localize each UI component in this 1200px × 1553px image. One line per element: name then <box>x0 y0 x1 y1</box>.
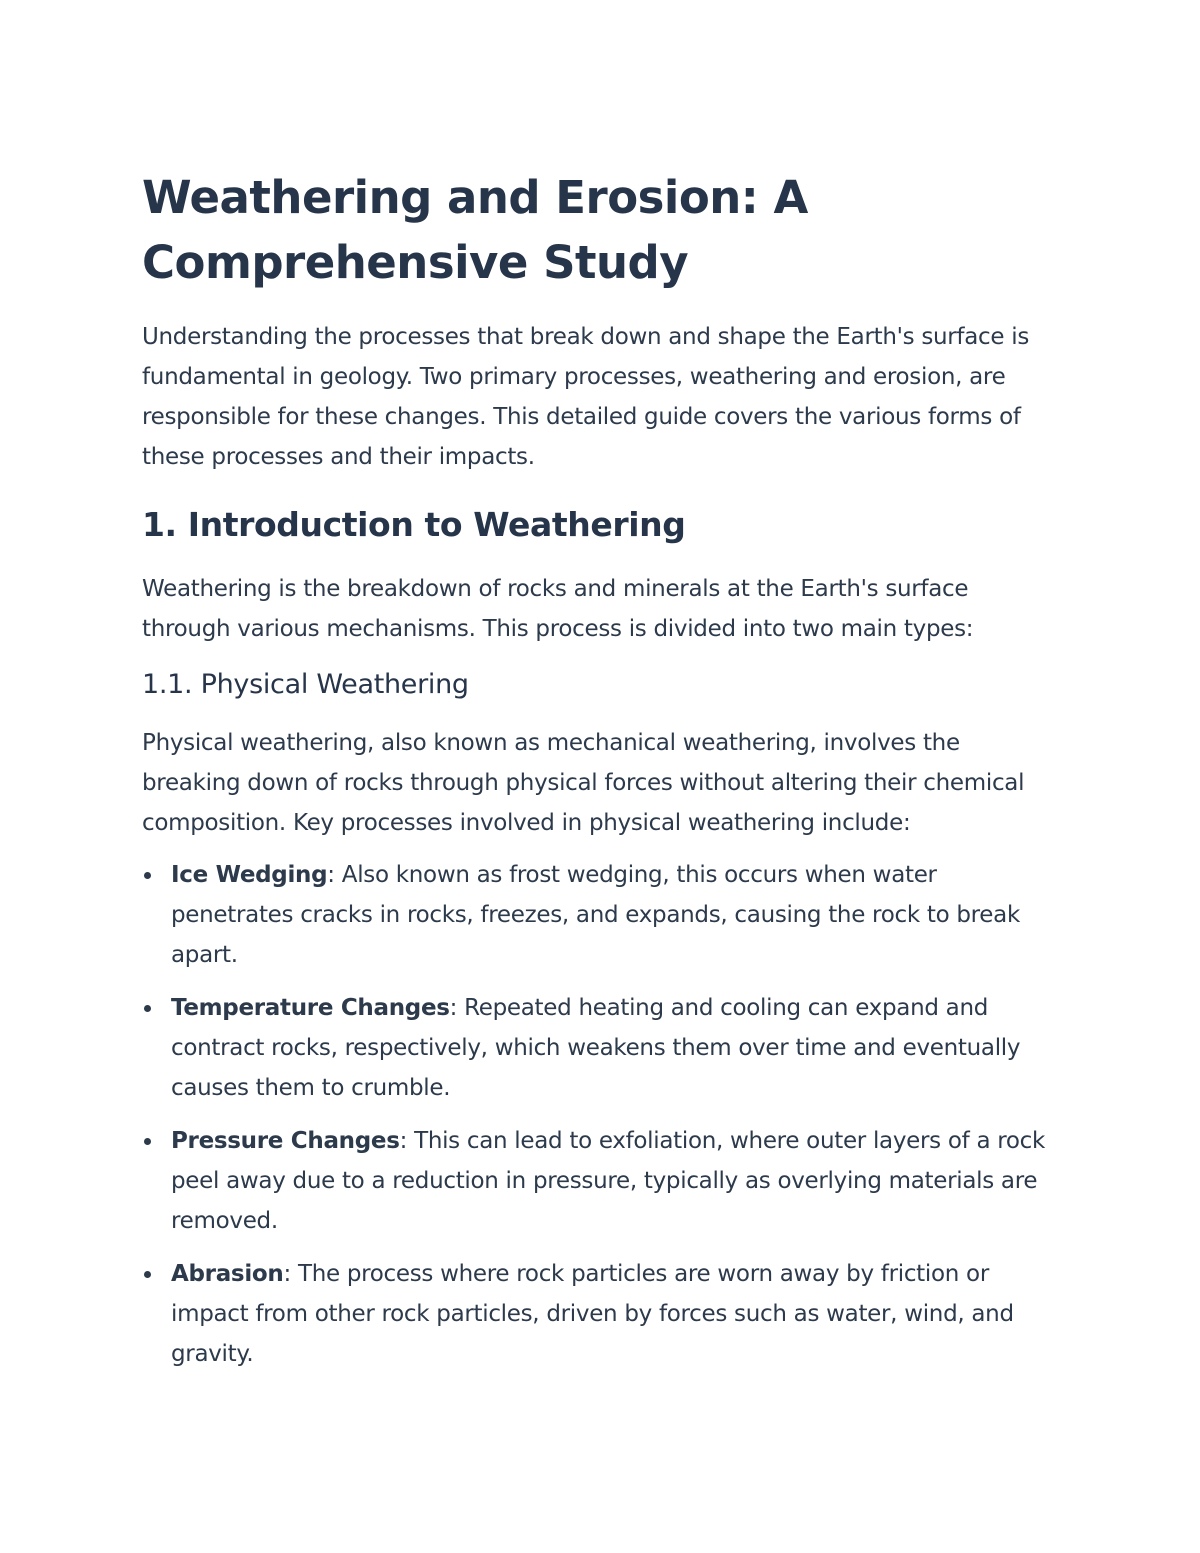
bullet-icon <box>144 1271 151 1278</box>
list-item-term: Ice Wedging <box>171 862 328 888</box>
list-item-ice-wedging <box>142 855 1062 975</box>
list-item-description: : Repeated heating and cooling can expand and contract rocks, respectively, which weakens them over time and eventually causes them to crumble. <box>171 995 1021 1101</box>
list-item-description: : This can lead to exfoliation, where outer layers of a rock peel away due to a reduction in pressure, typically as overlying materials are removed. <box>171 1128 1046 1234</box>
list-item-term: Pressure Changes <box>171 1128 400 1154</box>
list-item-pressure-changes <box>142 1121 1062 1241</box>
physical-weathering-list <box>142 855 1062 1374</box>
subsection-heading-physical-weathering: 1.1. Physical Weathering <box>142 669 469 700</box>
list-item-term: Temperature Changes <box>171 995 450 1021</box>
list-item-description: : The process where rock particles are worn away by friction or impact from other rock particles, driven by forces such as water, wind, and gravity. <box>171 1261 1014 1367</box>
intro-paragraph: Understanding the processes that break down and shape the Earth's surface is fundamental in geology. Two primary processes, weathering and erosion, are responsible for these changes. This detailed guide covers the various forms of these processes and their impacts. <box>142 324 1030 470</box>
document-title: Weathering and Erosion: A Comprehensive Study <box>142 171 808 289</box>
list-item-term: Abrasion <box>171 1261 284 1287</box>
document-page <box>142 165 1062 1387</box>
section-heading-introduction-to-weathering: 1. Introduction to Weathering <box>142 505 686 544</box>
list-item-description: : Also known as frost wedging, this occurs when water penetrates cracks in rocks, freezes, and expands, causing the rock to break apart. <box>171 862 1020 968</box>
bullet-icon <box>144 872 151 879</box>
subsection-paragraph: Physical weathering, also known as mechanical weathering, involves the breaking down of rocks through physical forces without altering their chemical composition. Key processes involved in physical weathering include: <box>142 730 1025 836</box>
bullet-icon <box>144 1005 151 1012</box>
list-item-temperature-changes <box>142 988 1062 1108</box>
list-item-abrasion <box>142 1254 1062 1374</box>
section-paragraph: Weathering is the breakdown of rocks and minerals at the Earth's surface through various mechanisms. This process is divided into two main types: <box>142 576 974 642</box>
bullet-icon <box>144 1138 151 1145</box>
